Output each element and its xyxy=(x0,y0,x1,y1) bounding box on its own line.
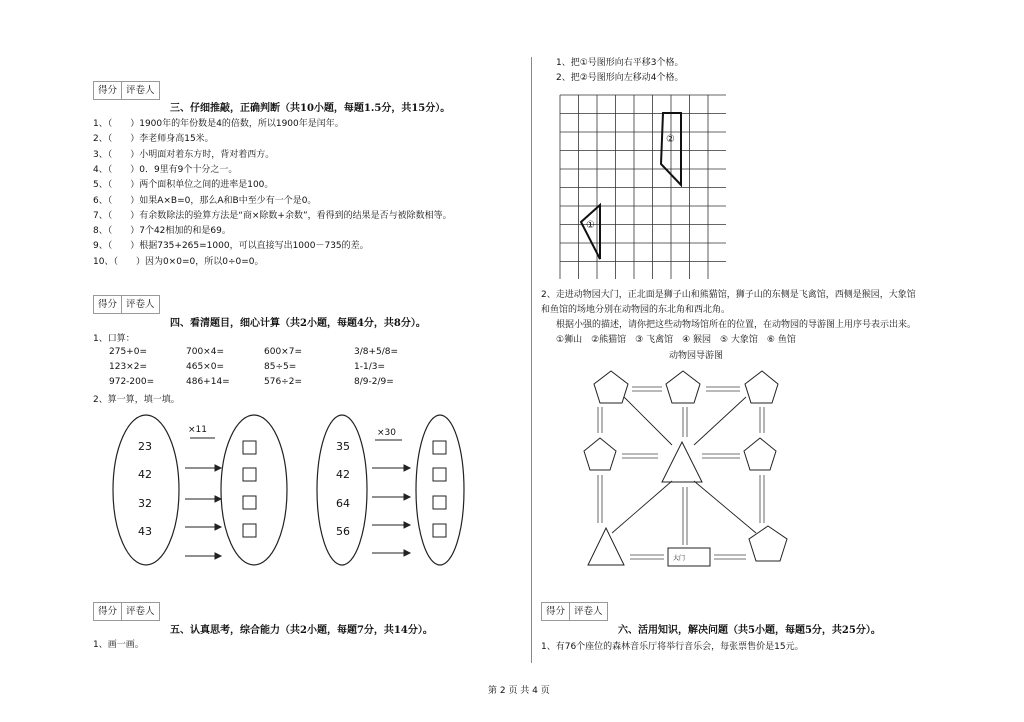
answer-box xyxy=(243,524,256,537)
calc-item: 486+14= xyxy=(186,377,230,387)
answer-box xyxy=(243,441,256,454)
calc-item: 576÷2= xyxy=(264,377,302,387)
pentagon-top-right xyxy=(745,371,778,403)
grid-instruction-2: 2、把②号图形向左移动4个格。 xyxy=(556,73,684,83)
zoo-question-line3: 根据小强的描述，请你把这些动物场馆所在的位置，在动物园的导游图上用序号表示出来。 xyxy=(556,320,917,330)
answer-box xyxy=(433,524,446,537)
mapping-diagram xyxy=(110,410,490,580)
score-label: 得分 xyxy=(94,603,122,620)
output-ellipse-right xyxy=(416,415,464,565)
input-ellipse-left xyxy=(113,415,179,565)
score-label: 得分 xyxy=(94,296,122,313)
answer-box xyxy=(433,496,446,509)
zoo-question-line1: 2、走进动物园大门，正北面是狮子山和熊猫馆，狮子山的东侧是飞禽馆，西侧是猴园，大象馆 xyxy=(541,290,916,300)
output-ellipse-left xyxy=(221,415,287,565)
judgement-item: 2、（ ）李老师身高15米。 xyxy=(93,134,214,145)
pentagon-mid-right xyxy=(744,438,776,470)
pentagon-mid-left xyxy=(584,438,616,470)
square-grid xyxy=(558,93,726,279)
calc-item: 275+0= xyxy=(109,347,147,357)
score-box-3 xyxy=(93,81,160,100)
question-5-1: 1、画一画。 xyxy=(93,640,144,650)
judgement-item: 1、（ ）1900年的年份数是4的倍数，所以1900年是闰年。 xyxy=(93,119,344,129)
score-box-6 xyxy=(541,602,608,621)
grid-instruction-1: 1、把①号图形向右平移3个格。 xyxy=(556,58,684,68)
judgement-item: 5、（ ）两个面积单位之间的进率是100。 xyxy=(93,180,274,191)
section-4-title: 四、看清题目，细心计算（共2小题，每题4分，共8分）。 xyxy=(170,318,426,329)
section-6-title: 六、活用知识，解决问题（共5小题，每题5分，共25分）。 xyxy=(618,625,881,636)
answer-box xyxy=(243,468,256,481)
calc-item: 972-200= xyxy=(109,377,155,387)
zoo-question-line2: 和鱼馆的场地分别在动物园的东北角和西北角。 xyxy=(541,305,731,315)
answer-box xyxy=(433,468,446,481)
input-number: 43 xyxy=(138,525,152,538)
calc-item: 123×2= xyxy=(109,362,147,372)
judgement-item: 10、（ ）因为0×0=0，所以0÷0=0。 xyxy=(93,256,264,267)
question-4-1: 1、口算： xyxy=(93,334,135,344)
triangle-center xyxy=(662,442,702,482)
gate-label: 大门 xyxy=(673,555,686,562)
score-box-5 xyxy=(93,602,160,621)
triangle-bottom-left xyxy=(588,528,624,565)
judgement-item: 9、（ ）根据735+265=1000，可以直接写出1000－735的差。 xyxy=(93,241,369,252)
calc-item: 3/8+5/8= xyxy=(354,347,399,357)
question-6-1: 1、有76个座位的森林音乐厅将举行音乐会，每张票售价是15元。 xyxy=(541,642,804,652)
calc-item: 1-1/3= xyxy=(354,362,385,372)
input-number: 64 xyxy=(336,497,350,510)
zoo-map xyxy=(580,365,795,575)
op-label-left: ×11 xyxy=(188,425,207,435)
answer-box xyxy=(243,496,256,509)
grader-label: 评卷人 xyxy=(126,299,155,310)
section-5-title: 五、认真思考，综合能力（共2小题，每题7分，共14分）。 xyxy=(170,625,433,636)
score-label: 得分 xyxy=(94,82,122,99)
calc-item: 600×7= xyxy=(264,347,302,357)
section-3-title: 三、仔细推敲，正确判断（共10小题，每题1.5分，共15分）。 xyxy=(170,103,451,114)
page-footer: 第 2 页 共 4 页 xyxy=(488,686,550,696)
calc-item: 700×4= xyxy=(186,347,224,357)
pentagon-top-left xyxy=(594,371,628,403)
shape-1-label: ① xyxy=(586,220,595,231)
zoo-legend: ①狮山 ②熊猫馆 ③ 飞禽馆 ④ 猴园 ⑤ 大象馆 ⑥ 鱼馆 xyxy=(556,335,796,345)
judgement-item: 8、（ ）7个42相加的和是69。 xyxy=(93,226,231,237)
input-number: 35 xyxy=(336,440,350,453)
input-number: 42 xyxy=(336,468,350,481)
grader-label: 评卷人 xyxy=(126,85,155,96)
pentagon-bottom-right xyxy=(749,526,787,561)
judgement-item: 7、（ ）有余数除法的验算方法是“商×除数+余数”，看得到的结果是否与被除数相等。 xyxy=(93,210,452,221)
input-number: 42 xyxy=(138,468,152,481)
input-ellipse-right xyxy=(317,415,367,565)
question-4-2: 2、算一算，填一填。 xyxy=(93,395,180,405)
score-label: 得分 xyxy=(542,603,570,620)
shape-2-label: ② xyxy=(666,134,675,145)
grader-label: 评卷人 xyxy=(126,606,155,617)
judgement-item: 6、（ ）如果A×B=0，那么A和B中至少有一个是0。 xyxy=(93,195,317,206)
column-divider xyxy=(531,57,532,663)
input-number: 32 xyxy=(138,497,152,510)
calc-item: 85÷5= xyxy=(264,362,297,372)
calc-item: 8/9-2/9= xyxy=(354,377,394,387)
judgement-item: 4、（ ）0．9里有9个十分之一。 xyxy=(93,164,238,175)
grader-label: 评卷人 xyxy=(574,606,603,617)
input-number: 23 xyxy=(138,440,152,453)
op-label-right: ×30 xyxy=(377,428,396,438)
score-box-4 xyxy=(93,295,160,314)
answer-box xyxy=(433,441,446,454)
input-number: 56 xyxy=(336,525,350,538)
zoo-map-title: 动物园导游图 xyxy=(669,351,724,361)
calc-item: 465×0= xyxy=(186,362,224,372)
judgement-item: 3、（ ）小明面对着东方时，背对着西方。 xyxy=(93,149,275,160)
pentagon-top-center xyxy=(666,371,700,403)
